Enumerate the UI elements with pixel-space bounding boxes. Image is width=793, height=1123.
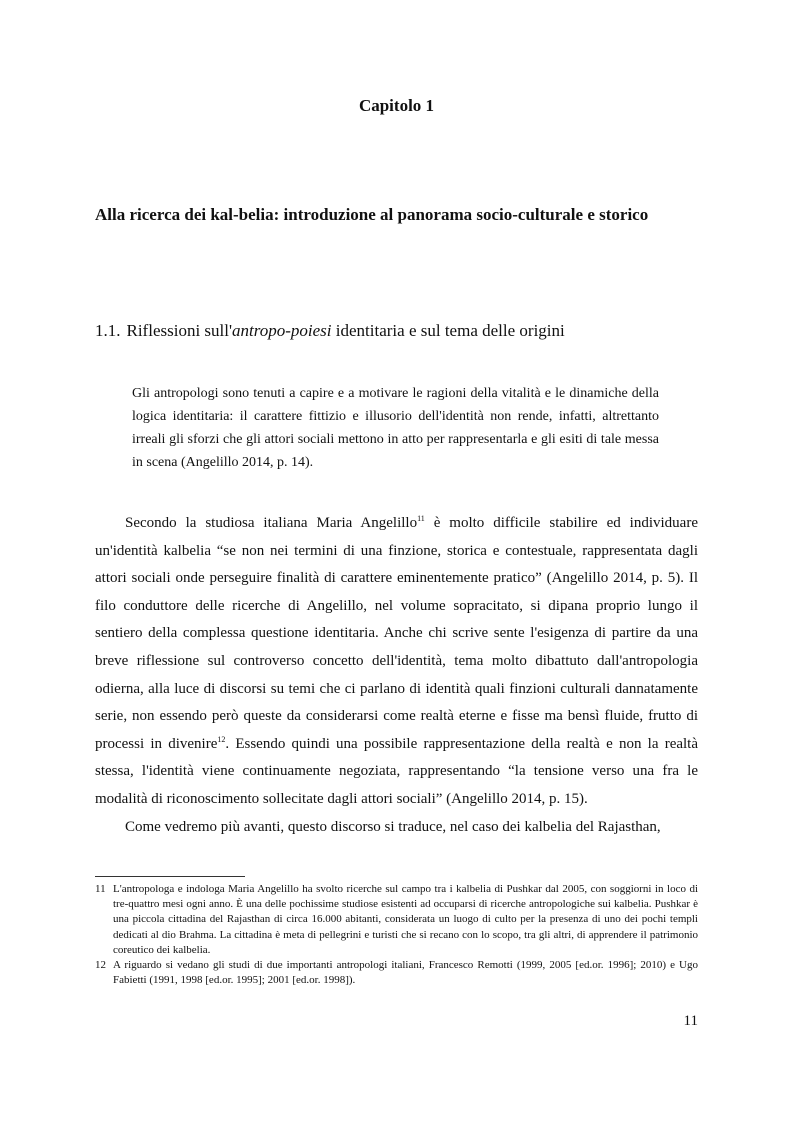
paragraph-1-part-3: . Essendo quindi una possibile rappresentazione della realtà e non la realtà stessa, l'identità viene continuamente negoziata, rappresentando “la tensione verso una fra le modalità di riconoscimento sollecitate dagli attori sociali” (Angelillo 2014, p. 15). <box>95 735 699 807</box>
footnote-11 <box>95 882 698 958</box>
section-title-after: identitaria e sul tema delle origini <box>331 321 565 340</box>
page-number: 11 <box>683 1013 698 1029</box>
footnote-ref-11[interactable]: 11 <box>417 514 425 523</box>
paragraph-1 <box>95 510 698 814</box>
chapter-title: Alla ricerca dei kal-belia: introduzione al panorama socio-culturale e storico <box>95 205 649 224</box>
footnote-number: 11 <box>95 883 106 895</box>
section-title-before: Riflessioni sull' <box>126 321 233 340</box>
footnote-12 <box>95 958 698 988</box>
footnotes <box>95 882 698 988</box>
paragraph-2: Come vedremo più avanti, questo discorso si traduce, nel caso dei kalbelia del Rajasthan, <box>125 818 661 835</box>
footnote-ref-12[interactable]: 12 <box>217 734 226 744</box>
body-text <box>95 510 698 841</box>
block-quote: Gli antropologi sono tenuti a capire e a motivare le ragioni della vitalità e le dinamiche della logica identitaria: il carattere fittizio e illusorio dell'identità non rende, infatti, altrettanto irreali gli sforzi che gli attori sociali mettono in atto per rappresentarla e gli esiti di tale messa in scena (Angelillo 2014, p. 14). <box>132 386 659 470</box>
section-heading <box>95 318 698 344</box>
footnote-text: A riguardo si vedano gli studi di due importanti antropologi italiani, Francesco Remotti (1999, 2005 [ed.or. 1996]; 2010) e Ugo Fabietti (1991, 1998 [ed.or. 1995]; 2001 [ed.or. 1998]). <box>113 959 698 987</box>
footnote-separator <box>95 876 245 877</box>
footnote-number: 12 <box>95 959 106 972</box>
paragraph-1-part-1: Secondo la studiosa italiana Maria Angelillo <box>125 515 418 531</box>
paragraph-1-part-2: è molto difficile stabilire ed individuare un'identità kalbelia “se non nei termini di una finzione, storica e contestuale, rappresentata dagli attori sociali onde perseguire finalità di carattere eminentemente pratico” (Angelillo 2014, p. 5). Il filo conduttore delle ricerche di Angelillo, nel volume sopracitato, si dipana proprio lungo il sentiero della complessa questione identitaria. Anche chi scrive sente l'esigenza di partire da una breve riflessione sul controverso concetto dell'identità, tema molto dibattuto dall'antropologia odierna, alla luce di discorsi su temi che ci parlano di identità quali finzioni culturali dannatamente serie, non essendo però queste da considerarsi come realtà eterne e fisse ma bensì fluide, frutto di processi in divenire <box>95 515 698 752</box>
chapter-label: Capitolo 1 <box>358 96 435 115</box>
section-number: 1.1. <box>95 321 121 340</box>
footnote-text: L'antropologa e indologa Maria Angelillo ha svolto ricerche sul campo tra i kalbelia di Pushkar dal 2005, con soggiorni in loco di tre-quattro mesi ogni anno. È una delle pochissime studiose esistenti ad occuparsi di ricerche antropologiche sui kalbelia. Pushkar è una piccola cittadina del Rajasthan di circa 16.000 abitanti, considerata un luogo di culto per la presenza di uno dei pochi templi dedicati al dio Brahma. La cittadina è meta di pellegrini e turisti che si recano con lo scopo, tra gli altri, di apprendere il patrimonio coreutico dei kalbelia. <box>113 883 698 956</box>
section-title-italic: antropo-poiesi <box>232 321 332 340</box>
